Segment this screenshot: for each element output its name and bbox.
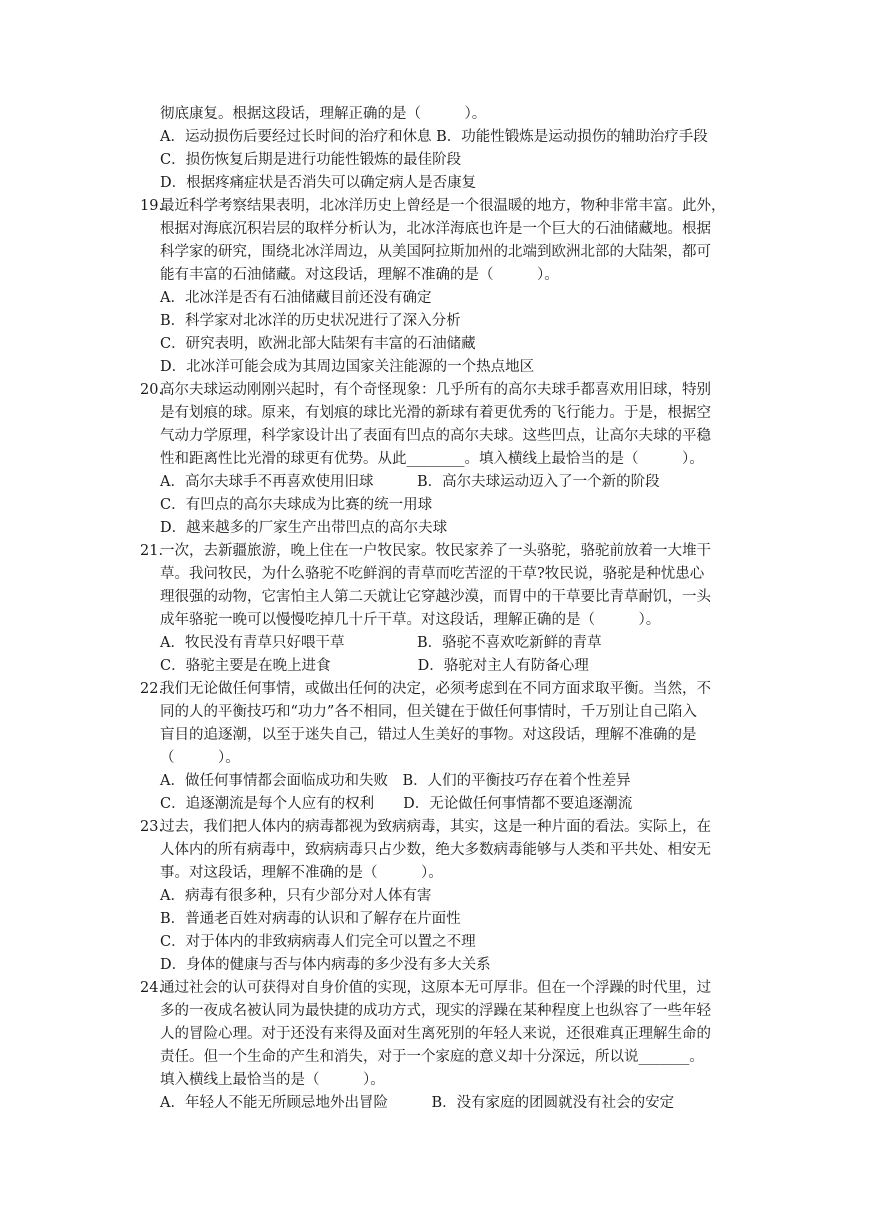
question-block — [140, 195, 726, 379]
stem-text: 性和距离性比光滑的球更有优势。从此________。填入横线上最恰当的是（ ）。 — [160, 451, 704, 467]
answer-option: A．高尔夫球手不再喜欢使用旧球 B．高尔夫球运动迈入了一个新的阶段 — [160, 474, 660, 490]
question-number: 21. — [140, 543, 164, 559]
question-stem-line — [160, 402, 720, 425]
answer-option: A．做任何事情都会面临成功和失败 B．人们的平衡技巧存在着个性差异 — [160, 773, 631, 789]
question-stem-line — [160, 425, 720, 448]
answer-option: D．身体的健康与否与体内病毒的多少没有多大关系 — [160, 957, 491, 973]
question-stem-line — [160, 747, 720, 770]
question-stem-line — [160, 218, 720, 241]
answer-option: C．研究表明，欧洲北部大陆架有丰富的石油储藏 — [160, 336, 476, 352]
question-stem-line — [160, 1000, 720, 1023]
stem-text: 是有划痕的球。原来，有划痕的球比光滑的新球有着更优秀的飞行能力。于是，根据空 — [160, 405, 711, 421]
stem-text: 根据对海底沉积岩层的取样分析认为，北冰洋海底也许是一个巨大的石油储藏地。根据 — [160, 221, 711, 237]
stem-text: 草。我问牧民，为什么骆驼不吃鲜润的青草而吃苦涩的干草?牧民说，骆驼是种忧患心 — [160, 566, 705, 582]
question-number: 22. — [140, 681, 164, 697]
stem-text: 同的人的平衡技巧和“功力”各不相同，但关键在于做任何事情时，千万别让自己陷入 — [160, 704, 697, 720]
answer-option: A．运动损伤后要经过长时间的治疗和休息 B．功能性锻炼是运动损伤的辅助治疗手段 — [160, 129, 708, 145]
question-stem-line — [160, 241, 720, 264]
question-stem-line — [160, 701, 720, 724]
stem-text: 事。对这段话，理解不准确的是（ ）。 — [160, 865, 443, 881]
stem-text: 最近科学考察结果表明，北冰洋历史上曾经是一个很温暖的地方，物种非常丰富。此外， — [160, 198, 726, 214]
question-stem-line — [140, 816, 720, 839]
answer-option: A．年轻人不能无所顾忌地外出冒险 B．没有家庭的团圆就没有社会的安定 — [160, 1095, 675, 1111]
stem-text: 人体内的所有病毒中，致病病毒只占少数，绝大多数病毒能够与人类和平共处、相安无 — [160, 842, 711, 858]
question-stem-line — [140, 678, 720, 701]
answer-option: C．损伤恢复后期是进行功能性锻炼的最佳阶段 — [160, 152, 462, 168]
question-stem-line — [160, 1023, 720, 1046]
question-stem-line — [140, 977, 720, 1000]
answer-option: C．追逐潮流是每个人应有的权利 D．无论做任何事情都不要追逐潮流 — [160, 796, 633, 812]
stem-text: 科学家的研究，围绕北冰洋周边，从美国阿拉斯加州的北端到欧洲北部的大陆架，都可 — [160, 244, 711, 260]
answer-option: B．科学家对北冰洋的历史状况进行了深入分析 — [160, 313, 461, 329]
question-block — [140, 540, 720, 678]
stem-text: 高尔夫球运动刚刚兴起时，有个奇怪现象：几乎所有的高尔夫球手都喜欢用旧球，特别 — [160, 382, 711, 398]
answer-option: C．骆驼主要是在晚上进食 D．骆驼对主人有防备心理 — [160, 658, 589, 674]
question-number: 23. — [140, 819, 164, 835]
question-number: 24. — [140, 980, 164, 996]
stem-text: 能有丰富的石油储藏。对这段话，理解不准确的是（ ）。 — [160, 267, 559, 283]
stem-text: 多的一夜成名被认同为最快捷的成功方式，现实的浮躁在某种程度上也纵容了一些年轻 — [160, 1003, 711, 1019]
stem-text: 气动力学原理，科学家设计出了表面有凹点的高尔夫球。这些凹点，让高尔夫球的平稳 — [160, 428, 711, 444]
answer-option: B．普通老百姓对病毒的认识和了解存在片面性 — [160, 911, 461, 927]
question-block — [160, 103, 720, 195]
question-number: 20. — [140, 382, 164, 398]
question-stem-line — [160, 862, 720, 885]
question-stem-line — [160, 1069, 720, 1092]
answer-option: C．有凹点的高尔夫球成为比赛的统一用球 — [160, 497, 433, 513]
stem-text: 盲目的追逐潮，以至于迷失自己，错过人生美好的事物。对这段话，理解不准确的是 — [160, 727, 697, 743]
answer-option: C．对于体内的非致病病毒人们完全可以置之不理 — [160, 934, 476, 950]
question-list — [140, 103, 726, 1115]
stem-text: 我们无论做任何事情，或做出任何的决定，必须考虑到在不同方面求取平衡。当然，不 — [160, 681, 711, 697]
question-block — [140, 379, 720, 540]
answer-option: A．牧民没有青草只好喂干草 B．骆驼不喜欢吃新鲜的青草 — [160, 635, 602, 651]
question-stem-line — [160, 839, 720, 862]
question-block — [140, 678, 720, 816]
question-stem-line — [140, 540, 720, 563]
answer-option: D．根据疼痛症状是否消失可以确定病人是否康复 — [160, 175, 477, 191]
question-stem-line — [160, 586, 720, 609]
question-number: 19. — [140, 198, 164, 214]
question-stem-line — [160, 563, 720, 586]
question-stem-line — [160, 1046, 720, 1069]
stem-text: （ ）。 — [160, 750, 240, 766]
question-stem-line — [160, 103, 720, 126]
stem-text: 成年骆驼一晚可以慢慢吃掉几十斤干草。对这段话，理解正确的是（ ）。 — [160, 612, 661, 628]
question-block — [140, 977, 720, 1115]
question-stem-line — [140, 195, 726, 218]
stem-text: 过去，我们把人体内的病毒都视为致病病毒，其实，这是一种片面的看法。实际上，在 — [160, 819, 711, 835]
question-stem-line — [160, 609, 720, 632]
question-stem-line — [160, 724, 720, 747]
question-stem-line — [160, 448, 720, 471]
question-stem-line — [140, 379, 720, 402]
answer-option: D．北冰洋可能会成为其周边国家关注能源的一个热点地区 — [160, 359, 535, 375]
answer-option: A．北冰洋是否有石油储藏目前还没有确定 — [160, 290, 432, 306]
answer-option: D．越来越多的厂家生产出带凹点的高尔夫球 — [160, 520, 448, 536]
stem-text: 人的冒险心理。对于还没有来得及面对生离死别的年轻人来说，还很难真正理解生命的 — [160, 1026, 711, 1042]
question-block — [140, 816, 720, 977]
answer-option: A．病毒有很多种，只有少部分对人体有害 — [160, 888, 432, 904]
stem-text: 填入横线上最恰当的是（ ）。 — [160, 1072, 385, 1088]
question-stem-line — [160, 264, 720, 287]
stem-text: 彻底康复。根据这段话，理解正确的是（ ）。 — [160, 106, 487, 122]
stem-text: 一次，去新疆旅游，晚上住在一户牧民家。牧民家养了一头骆驼，骆驼前放着一大堆干 — [160, 543, 711, 559]
stem-text: 理很强的动物，它害怕主人第二天就让它穿越沙漠，而胃中的干草要比青草耐饥，一头 — [160, 589, 711, 605]
stem-text: 责任。但一个生命的产生和消失，对于一个家庭的意义却十分深远，所以说_______。 — [160, 1049, 704, 1065]
stem-text: 通过社会的认可获得对自身价值的实现，这原本无可厚非。但在一个浮躁的时代里，过 — [160, 980, 711, 996]
